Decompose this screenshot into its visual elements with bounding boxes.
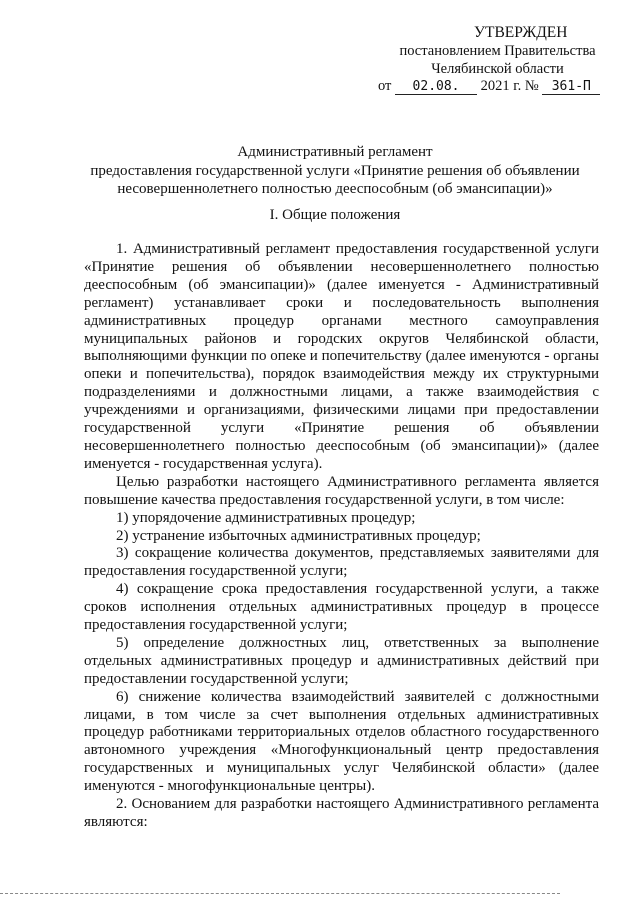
paragraph: 2. Основанием для разработки настоящего Административного регламента являются: <box>84 796 599 830</box>
title-line-3: несовершеннолетнего полностью дееспособным (об эмансипации)» <box>117 181 553 197</box>
paragraph: 3) сокращение количества документов, представляемых заявителями для предоставления государственной услуги; <box>84 545 599 580</box>
title-line-1: Административный регламент <box>237 144 433 160</box>
paragraph: 1. Административный регламент предоставления государственной услуги «Принятие решения об объявлении несовершеннолетнего полностью дееспособным (об эмансипации)» (далее именуется - Административный регламент) устанавливает сроки и последовательность выполнения административных процедур органами местного самоуправления муниципальных районов и городских округов Челябинской области, выполняющими функции по опеке и попечительству (далее именуются - органы опеки и попечительства), порядок взаимодействия между их структурными подразделениями и должностными лицами, а также взаимодействия с учреждениями и организациями, физическими лицами при предоставлении государственной услуги «Принятие решения об объявлении несовершеннолетнего полностью дееспособным (об эмансипации)» (далее именуется - государственная услуга). <box>84 241 599 472</box>
paragraph: 5) определение должностных лиц, ответственных за выполнение отдельных административных процедур и административных действий при предоставлении государственной услуги; <box>84 634 599 687</box>
approval-title: УТВЕРЖДЕН <box>474 24 568 41</box>
document-title <box>70 143 600 199</box>
scan-edge-divider <box>0 893 560 894</box>
date-prefix: от <box>378 78 392 94</box>
approval-block <box>390 24 605 78</box>
section-title: I. Общие положения <box>269 207 401 223</box>
approval-date-line <box>378 78 600 95</box>
year-text: 2021 г. № <box>480 78 539 94</box>
document-body <box>84 241 599 832</box>
paragraph: 1) упорядочение административных процедур; <box>116 509 416 526</box>
handwritten-number: 361-П <box>542 79 600 95</box>
approval-line-1: постановлением Правительства <box>399 43 596 59</box>
paragraph: 2) устранение избыточных административных процедур; <box>116 527 481 544</box>
paragraph: Целью разработки настоящего Административного регламента является повышение качества предоставления государственной услуги, в том числе: <box>84 473 599 508</box>
handwritten-date: 02.08. <box>395 79 477 95</box>
approval-line-2: Челябинской области <box>431 61 564 77</box>
title-line-2: предоставления государственной услуги «Принятие решения об объявлении <box>90 162 580 179</box>
paragraph: 6) снижение количества взаимодействий заявителей с должностными лицами, в том числе за счет выполнения отдельных административных процедур работниками территориальных отделов областного государственного автономного учреждения «Многофункциональный центр предоставления государственных и муниципальных услуг Челябинской области» (далее именуются - многофункциональные центры). <box>84 688 599 795</box>
paragraph: 4) сокращение срока предоставления государственной услуги, а также сроков исполнения отдельных административных процедур в процессе предоставления государственной услуги; <box>84 581 599 634</box>
